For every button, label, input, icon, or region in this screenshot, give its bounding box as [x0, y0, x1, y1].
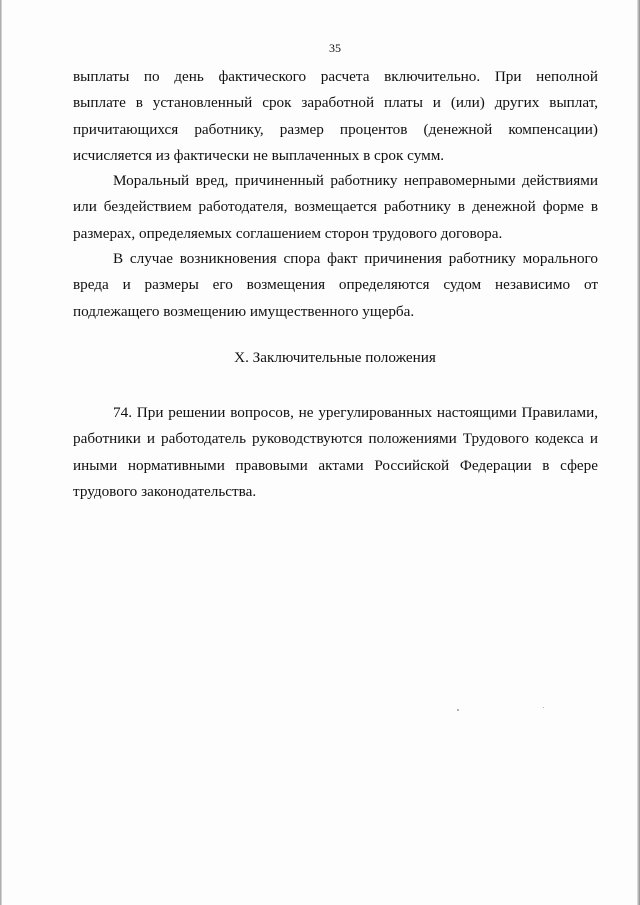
scan-speck [457, 709, 459, 711]
text-line: причитающихся работнику, размер процентов (денежной компенсации) [73, 120, 598, 138]
text-line: или бездействием работодателя, возмещается работнику в денежной форме в [73, 198, 598, 216]
text-line: исчисляется из фактически не выплаченных в срок сумм. [73, 146, 445, 164]
page-number: 35 [329, 41, 341, 55]
section-heading: X. Заключительные положения [234, 349, 436, 366]
text-line: размерах, определяемых соглашением сторон трудового договора. [73, 224, 503, 242]
paragraph-moral-damage [73, 168, 598, 247]
paragraph-dispute [73, 246, 598, 325]
paragraph-74 [73, 400, 598, 505]
text-line: вреда и размеры его возмещения определяются судом независимо от [73, 276, 598, 294]
page-left-edge [0, 0, 2, 905]
text-line: выплаты по день фактического расчета включительно. При неполной [73, 68, 598, 85]
paragraph-interest-continuation [73, 64, 598, 169]
text-line: В случае возникновения спора факт причинения работнику морального [113, 250, 598, 267]
text-line: работники и работодатель руководствуются положениями Трудового кодекса и [73, 430, 598, 448]
text-line: Моральный вред, причиненный работнику неправомерными действиями [113, 172, 598, 189]
text-line: 74. При решении вопросов, не урегулированных настоящими Правилами, [113, 404, 598, 421]
scan-speck [543, 707, 544, 708]
text-line: иными нормативными правовыми актами Российской Федерации в сфере [73, 456, 598, 474]
text-line: подлежащего возмещению имущественного ущерба. [73, 302, 415, 320]
text-line: трудового законодательства. [73, 482, 257, 500]
text-line: выплате в установленный срок заработной платы и (или) других выплат, [73, 94, 598, 112]
